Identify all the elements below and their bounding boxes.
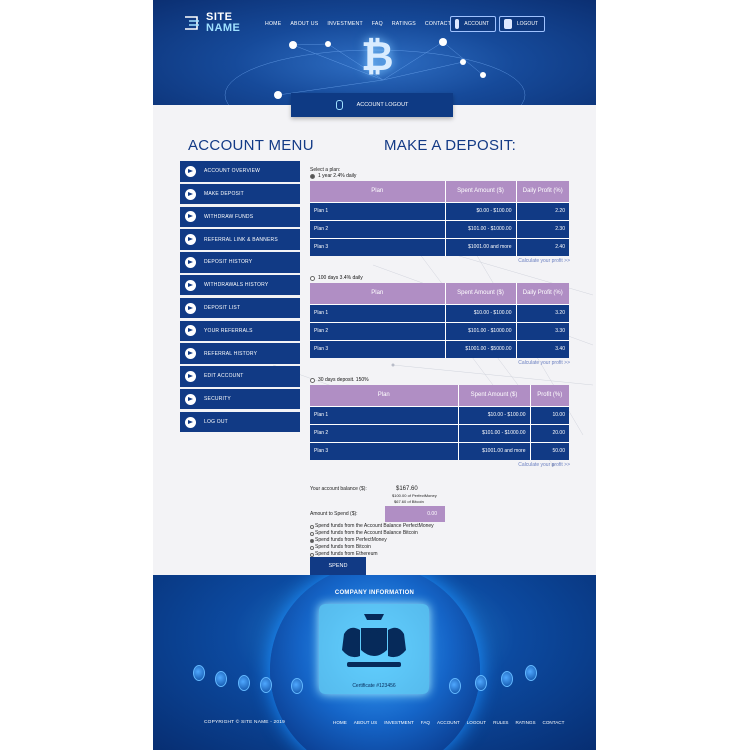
cell-amount: $101.00 - $1000.00	[445, 220, 516, 238]
certificate-card[interactable]	[319, 604, 429, 694]
plan-radio[interactable]	[310, 378, 315, 383]
cell-amount: $10.00 - $100.00	[458, 406, 530, 424]
table-row	[310, 238, 569, 256]
cell-plan: Plan 3	[310, 442, 458, 460]
spend-option-btc-balance[interactable]	[310, 530, 434, 537]
arrow-right-icon	[185, 303, 196, 314]
cell-plan: Plan 2	[310, 322, 445, 340]
amount-input[interactable]	[385, 506, 445, 522]
balance-bitcoin: $67.60 of Bitcoin	[394, 499, 424, 504]
cell-profit: 2.30	[516, 220, 569, 238]
user-icon	[504, 19, 512, 29]
spend-radio[interactable]	[310, 532, 314, 536]
spend-radio[interactable]	[310, 546, 314, 550]
footer-nav-rules[interactable]: RULES	[493, 720, 509, 725]
account-logout-bar[interactable]	[291, 93, 453, 117]
page	[153, 0, 596, 750]
cell-profit: 20.00	[530, 424, 569, 442]
balance-value: $167.60	[396, 486, 418, 492]
plan-radio[interactable]	[310, 174, 315, 179]
cell-amount: $10.00 - $100.00	[445, 304, 516, 322]
account-menu-title: ACCOUNT MENU	[188, 137, 314, 154]
col-spent-amount: Spent Amount ($)	[458, 385, 530, 406]
footer-nav-account[interactable]: ACCOUNT	[437, 720, 460, 725]
menu-item-label: ACCOUNT OVERVIEW	[204, 168, 261, 175]
plan-radio[interactable]	[310, 276, 315, 281]
calculate-profit-link[interactable]: Calculate your profit >>	[518, 462, 570, 468]
arrow-right-icon	[185, 394, 196, 405]
cell-profit: 3.40	[516, 340, 569, 358]
cell-profit: 3.30	[516, 322, 569, 340]
footer-nav-ratings[interactable]: RATINGS	[515, 720, 536, 725]
menu-item-label: REFERRAL HISTORY	[204, 350, 258, 357]
menu-item-deposit-history[interactable]	[180, 252, 300, 273]
cell-profit: 3.20	[516, 304, 569, 322]
footer-nav-home[interactable]: HOME	[333, 720, 347, 725]
coin-icon	[525, 665, 537, 681]
coin-icon	[475, 675, 487, 691]
account-menu	[180, 161, 300, 435]
spend-option-pm-balance[interactable]	[310, 523, 434, 530]
menu-item-label: REFERRAL LINK & BANNERS	[204, 236, 278, 243]
arrow-right-icon	[185, 234, 196, 245]
menu-item-withdraw-funds[interactable]	[180, 207, 300, 228]
arrow-right-icon	[185, 189, 196, 200]
cell-plan: Plan 1	[310, 406, 458, 424]
col-profit: Profit (%)	[530, 385, 569, 406]
table-row	[310, 340, 569, 358]
spend-option-perfectmoney[interactable]	[310, 537, 434, 544]
cell-amount: $1001.00 and more	[445, 238, 516, 256]
plan-option-2[interactable]	[310, 275, 570, 281]
footer-nav-about-us[interactable]: ABOUT US	[353, 720, 378, 725]
logo-text	[206, 12, 240, 34]
cell-amount: $101.00 - $1000.00	[445, 322, 516, 340]
calculate-profit-link[interactable]: Calculate your profit >>	[518, 360, 570, 366]
logout-button-label: LOGOUT	[516, 21, 538, 27]
nav-ratings[interactable]: RATINGS	[391, 21, 416, 27]
bitcoin-icon: ₿	[361, 34, 394, 80]
make-deposit-title: MAKE A DEPOSIT:	[384, 137, 517, 154]
company-information-title: COMPANY INFORMATION	[334, 590, 415, 596]
cell-profit: 50.00	[530, 442, 569, 460]
account-logout-label: ACCOUNT LOGOUT	[356, 102, 409, 108]
menu-item-label: LOG OUT	[204, 419, 228, 426]
menu-item-withdrawals-history[interactable]	[180, 275, 300, 296]
coat-of-arms-icon	[319, 604, 429, 694]
menu-item-label: SECURITY	[204, 396, 231, 403]
account-button-label: ACCOUNT	[464, 21, 489, 27]
logo-line1: SITE	[206, 11, 233, 23]
cell-plan: Plan 3	[310, 340, 445, 358]
cell-plan: Plan 2	[310, 424, 458, 442]
header	[153, 0, 596, 105]
menu-item-deposit-list[interactable]	[180, 298, 300, 319]
menu-item-label: EDIT ACCOUNT	[204, 373, 244, 380]
table-row	[310, 406, 569, 424]
menu-item-label: WITHDRAWALS HISTORY	[204, 282, 269, 289]
table-row	[310, 322, 569, 340]
logo-icon	[183, 13, 201, 33]
spend-options	[310, 523, 434, 558]
col-plan: Plan	[310, 181, 445, 202]
menu-item-account-overview[interactable]	[180, 161, 300, 182]
deposit-form	[310, 167, 570, 468]
nav-investment[interactable]: INVESTMENT	[327, 21, 363, 27]
menu-item-referral-history[interactable]	[180, 343, 300, 364]
nav-home[interactable]: HOME	[265, 21, 282, 27]
cell-plan: Plan 1	[310, 202, 445, 220]
calculate-profit-link[interactable]: Calculate your profit >>	[518, 258, 570, 264]
plan-name: 1 year 2.4% daily	[318, 173, 357, 179]
coin-icon	[501, 671, 513, 687]
arrow-right-icon	[185, 371, 196, 382]
spend-option-label: Spend funds from the Account Balance PerfectMoney	[315, 523, 434, 529]
table-row	[310, 304, 569, 322]
cell-plan: Plan 2	[310, 220, 445, 238]
account-button[interactable]	[450, 16, 496, 32]
plan-option-1[interactable]	[310, 173, 570, 179]
col-plan: Plan	[310, 385, 458, 406]
footer-nav-contact[interactable]: CONTACT	[542, 720, 565, 725]
col-spent-amount: Spent Amount ($)	[445, 283, 516, 304]
col-daily-profit: Daily Profit (%)	[516, 283, 569, 304]
nav-faq[interactable]: FAQ	[371, 21, 383, 27]
balance-label: Your account balance ($):	[310, 486, 367, 492]
coin-icon	[449, 678, 461, 694]
menu-item-label: DEPOSIT LIST	[204, 305, 241, 312]
footer-nav-faq[interactable]: FAQ	[420, 720, 430, 725]
balance-perfectmoney: $100.00 of PerfectMoney	[392, 493, 437, 498]
footer	[153, 575, 596, 750]
plan-table-3	[310, 385, 569, 460]
arrow-right-icon	[185, 348, 196, 359]
cell-amount: $0.00 - $100.00	[445, 202, 516, 220]
menu-item-label: MAKE DEPOSIT	[204, 191, 244, 198]
col-spent-amount: Spent Amount ($)	[445, 181, 516, 202]
arrow-right-icon	[185, 417, 196, 428]
col-plan: Plan	[310, 283, 445, 304]
spend-radio[interactable]	[310, 525, 314, 529]
plan-option-3[interactable]	[310, 377, 570, 383]
coin-icon	[215, 671, 227, 687]
cell-plan: Plan 1	[310, 304, 445, 322]
plan-name: 100 days 3.4% daily	[318, 275, 363, 281]
logout-button[interactable]	[499, 16, 545, 32]
menu-item-label: WITHDRAW FUNDS	[204, 213, 254, 220]
spend-option-label: Spend funds from the Account Balance Bitcoin	[315, 530, 418, 536]
arrow-right-icon	[185, 325, 196, 336]
plan-name: 30 days deposit. 150%	[318, 377, 369, 383]
menu-item-label: DEPOSIT HISTORY	[204, 259, 253, 266]
coin-icon	[260, 677, 272, 693]
menu-item-referral-links[interactable]	[180, 229, 300, 250]
cell-amount: $101.00 - $1000.00	[458, 424, 530, 442]
coin-icon	[291, 678, 303, 694]
cell-profit: 2.40	[516, 238, 569, 256]
copyright-text: COPYRIGHT © SITE NAME - 2019	[204, 720, 286, 725]
site-logo[interactable]	[183, 12, 240, 34]
logo-line2: NAME	[206, 22, 241, 34]
select-plan-label: Select a plan:	[310, 167, 341, 173]
arrow-right-icon	[185, 166, 196, 177]
account-icon	[455, 19, 459, 29]
coin-icon	[193, 665, 205, 681]
spend-radio[interactable]	[310, 539, 314, 543]
spend-option-label: Spend funds from Ethereum	[315, 551, 378, 557]
table-row	[310, 220, 569, 238]
coin-icon	[238, 675, 250, 691]
menu-item-your-referrals[interactable]	[180, 321, 300, 342]
arrow-right-icon	[185, 211, 196, 222]
menu-item-log-out[interactable]	[180, 412, 300, 433]
spend-option-label: Spend funds from Bitcoin	[315, 544, 371, 550]
menu-item-edit-account[interactable]	[180, 366, 300, 387]
col-daily-profit: Daily Profit (%)	[516, 181, 569, 202]
arrow-right-icon	[185, 257, 196, 268]
spend-button[interactable]: SPEND	[310, 557, 366, 575]
nav-about-us[interactable]: ABOUT US	[290, 21, 319, 27]
plan-table-1	[310, 181, 569, 256]
cell-profit: 10.00	[530, 406, 569, 424]
plan-table-2	[310, 283, 569, 358]
spend-option-label: Spend funds from PerfectMoney	[315, 537, 387, 543]
menu-item-security[interactable]	[180, 389, 300, 410]
amount-label: Amount to Spend ($):	[310, 511, 358, 517]
nav-contact[interactable]: CONTACT	[424, 21, 451, 27]
cell-amount: $1001.00 and more	[458, 442, 530, 460]
footer-nav-logout[interactable]: LOGOUT	[466, 720, 487, 725]
table-row	[310, 442, 569, 460]
main-nav	[265, 21, 451, 27]
footer-nav-investment[interactable]: INVESTMENT	[384, 720, 414, 725]
arrow-right-icon	[185, 280, 196, 291]
cell-amount: $1001.00 - $5000.00	[445, 340, 516, 358]
table-row	[310, 202, 569, 220]
menu-item-label: YOUR REFERRALS	[204, 327, 253, 334]
menu-item-make-deposit[interactable]	[180, 184, 300, 205]
certificate-number: Certificate #123456	[352, 683, 396, 689]
spend-radio[interactable]	[310, 553, 314, 557]
cell-plan: Plan 3	[310, 238, 445, 256]
mouse-icon	[336, 100, 343, 110]
footer-nav	[333, 720, 564, 725]
table-row	[310, 424, 569, 442]
cell-profit: 2.20	[516, 202, 569, 220]
spend-option-bitcoin[interactable]	[310, 544, 434, 551]
